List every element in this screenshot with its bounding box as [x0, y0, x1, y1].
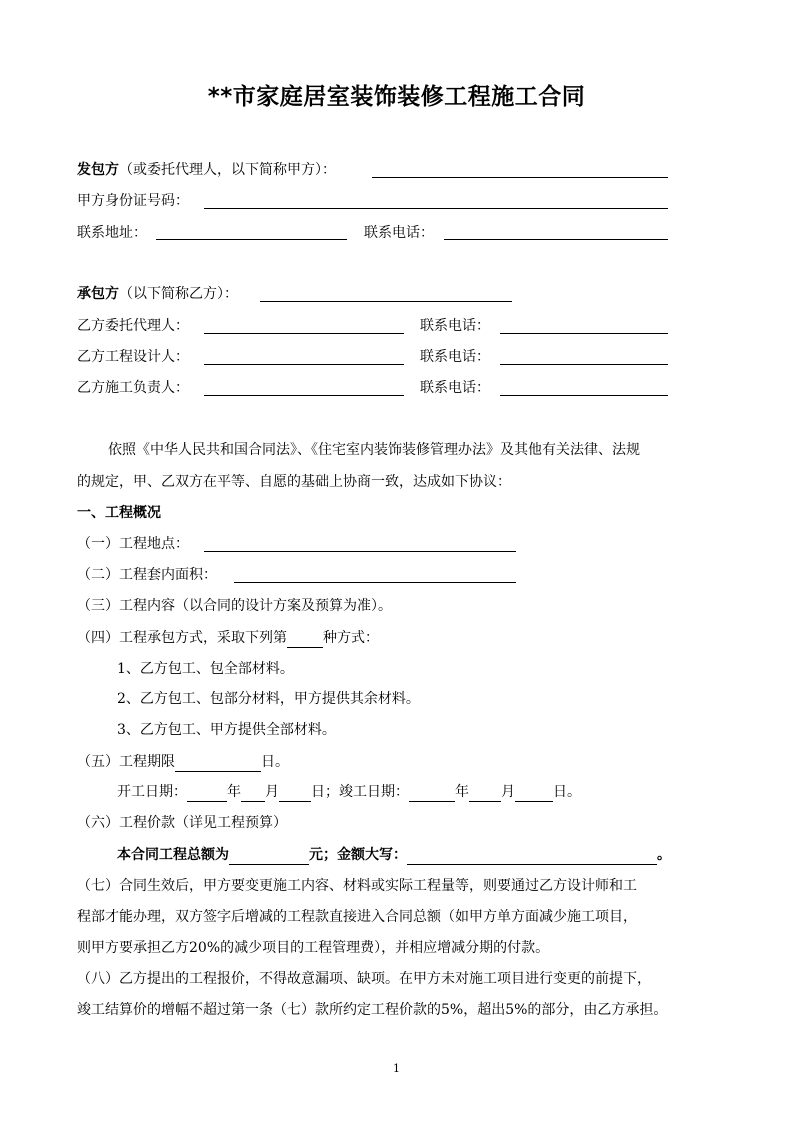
option-2: 2、乙方包工、包部分材料，甲方提供其余材料。: [117, 691, 420, 707]
item-7-line-3: 则甲方要承担乙方20%的减少项目的工程管理费），并相应增减分期的付款。: [77, 940, 550, 956]
party-b-designer-label: 乙方工程设计人：: [77, 349, 189, 365]
party-b-label-bold: 承包方: [77, 286, 119, 302]
party-a-id-field[interactable]: [204, 208, 668, 209]
end-day-unit: 日。: [553, 784, 581, 800]
party-b-name-field[interactable]: [260, 301, 512, 302]
project-duration-field[interactable]: [175, 755, 261, 772]
total-amount-end: 。: [657, 847, 671, 863]
item-7-line-2: 程部才能办理，双方签字后增减的工程款直接进入合同总额（如甲方单方面减少施工项目，: [77, 909, 637, 925]
item-5-text: [77, 752, 289, 772]
end-month-unit: 月: [501, 784, 515, 800]
party-b-designer-field[interactable]: [204, 364, 404, 365]
party-a-label-bold: 发包方: [77, 162, 119, 178]
preamble-line-2: 的规定，甲、乙双方在平等、自愿的基础上协商一致，达成如下协议：: [77, 474, 511, 490]
party-b-agent-field[interactable]: [204, 333, 404, 334]
end-date-label: 竣工日期：: [339, 784, 409, 800]
start-day-field[interactable]: [279, 785, 311, 802]
end-year-field[interactable]: [409, 785, 455, 802]
item-3-text: （三）工程内容（以合同的设计方案及预算为准）。: [77, 598, 392, 614]
start-month-field[interactable]: [241, 785, 265, 802]
item-5-post: 日。: [261, 754, 289, 770]
total-amount-unit: 元；金额大写：: [309, 847, 407, 863]
item-5-pre: （五）工程期限: [77, 754, 175, 770]
total-amount-label: 本合同工程总额为: [117, 847, 229, 863]
party-b-manager-field[interactable]: [204, 395, 404, 396]
start-month-unit: 月: [265, 784, 279, 800]
party-a-id-label: 甲方身份证号码：: [77, 193, 189, 209]
party-b-agent-label: 乙方委托代理人：: [77, 318, 189, 334]
party-a-label: [77, 160, 336, 180]
preamble-line-1: 依照《中华人民共和国合同法》、《住宅室内装饰装修管理办法》及其他有关法律、法规: [108, 442, 640, 458]
item-8-line-1: （八）乙方提出的工程报价，不得故意漏项、缺项。在甲方未对施工项目进行变更的前提下，: [77, 971, 651, 987]
total-amount-line: [117, 845, 671, 865]
option-1: 1、乙方包工、包全部材料。: [117, 661, 294, 677]
dates-line: [117, 782, 581, 802]
party-b-manager-phone-field[interactable]: [500, 395, 668, 396]
start-year-unit: 年: [227, 784, 241, 800]
item-8-line-2: 竣工结算价的增幅不超过第一条（七）款所约定工程价款的5%，超出5%的部分，由乙方承担。: [77, 1002, 668, 1018]
start-date-label: 开工日期：: [117, 784, 187, 800]
party-b-agent-phone-field[interactable]: [500, 333, 668, 334]
item-4-text: [77, 628, 379, 648]
item-4-post: 种方式：: [323, 630, 379, 646]
contract-mode-field[interactable]: [287, 631, 323, 648]
item-1-label: （一）工程地点：: [77, 536, 189, 552]
project-area-field[interactable]: [234, 582, 516, 583]
end-month-field[interactable]: [469, 785, 501, 802]
option-3: 3、乙方包工、甲方提供全部材料。: [117, 722, 336, 738]
dates-separator: ；: [325, 784, 339, 800]
party-a-address-label: 联系地址：: [77, 225, 147, 241]
party-b-label-rest: （以下简称乙方）：: [119, 286, 238, 302]
party-b-label: [77, 284, 238, 304]
project-location-field[interactable]: [204, 551, 516, 552]
item-2-label: （二）工程套内面积：: [77, 567, 217, 583]
item-4-pre: （四）工程承包方式，采取下列第: [77, 630, 287, 646]
page-number: 1: [393, 1062, 400, 1075]
party-b-designer-phone-field[interactable]: [500, 364, 668, 365]
end-year-unit: 年: [455, 784, 469, 800]
start-year-field[interactable]: [187, 785, 227, 802]
total-amount-field[interactable]: [229, 848, 309, 865]
party-a-phone-field[interactable]: [444, 239, 668, 240]
start-day-unit: 日: [311, 784, 325, 800]
item-6-text: （六）工程价款（详见工程预算）: [77, 815, 287, 831]
party-b-designer-phone-label: 联系电话：: [420, 349, 490, 365]
end-day-field[interactable]: [515, 785, 553, 802]
item-7-line-1: （七）合同生效后，甲方要变更施工内容、材料或实际工程量等，则要通过乙方设计师和工: [77, 878, 637, 894]
party-b-manager-label: 乙方施工负责人：: [77, 380, 189, 396]
party-b-agent-phone-label: 联系电话：: [420, 318, 490, 334]
party-a-phone-label: 联系电话：: [364, 225, 434, 241]
section-1-heading: 一、工程概况: [77, 505, 161, 521]
party-a-address-field[interactable]: [156, 239, 347, 240]
party-a-label-rest: （或委托代理人，以下简称甲方）：: [119, 162, 336, 178]
party-a-name-field[interactable]: [372, 177, 668, 178]
document-title: **市家庭居室装饰装修工程施工合同: [207, 84, 586, 110]
party-b-manager-phone-label: 联系电话：: [420, 380, 490, 396]
amount-in-words-field[interactable]: [407, 848, 657, 865]
